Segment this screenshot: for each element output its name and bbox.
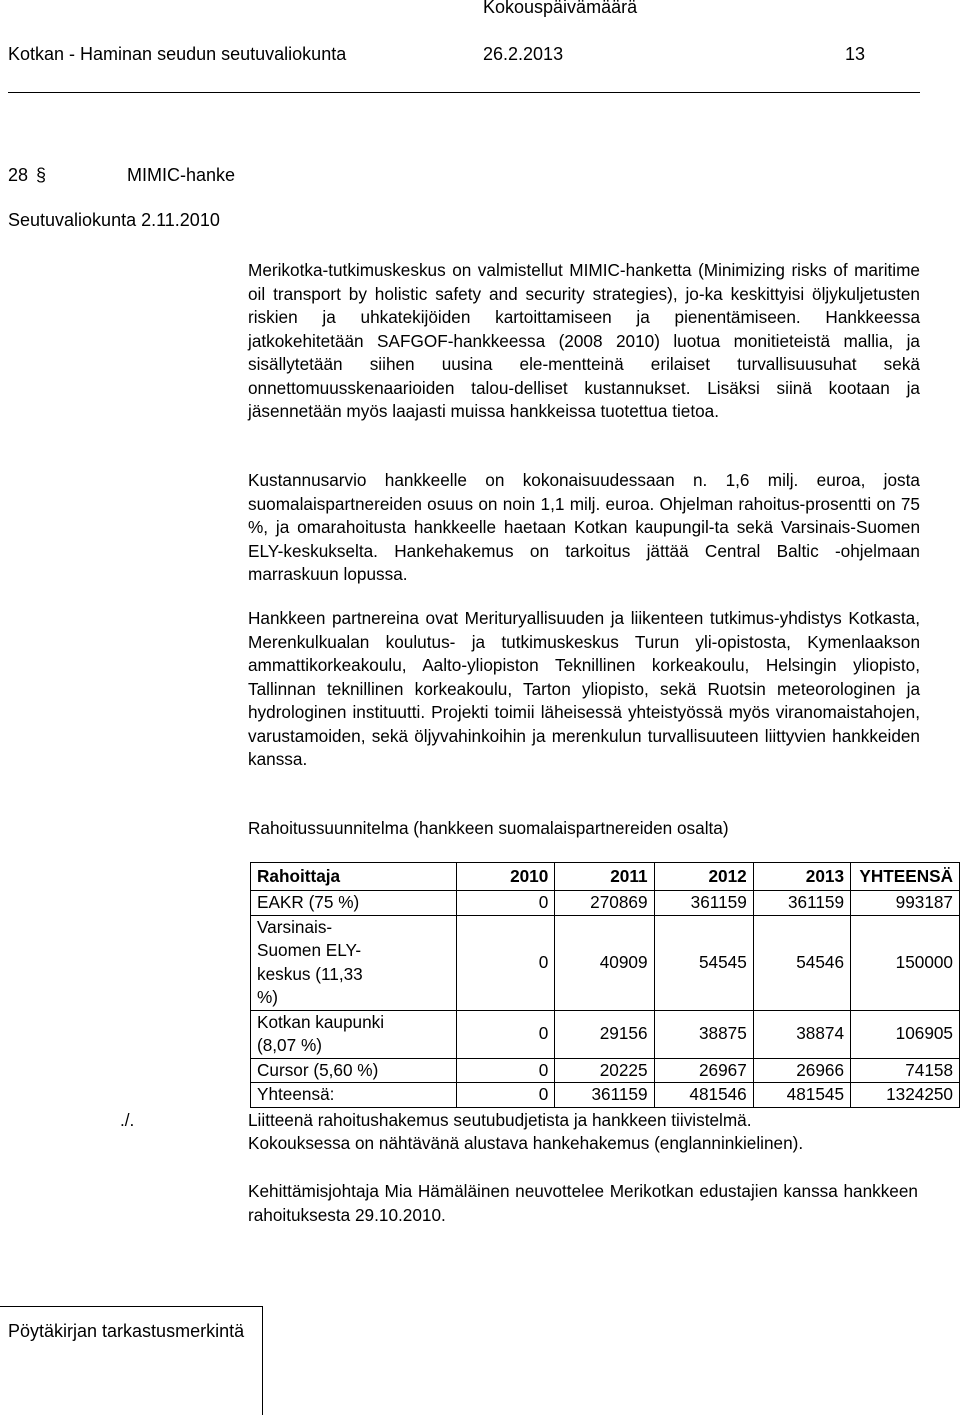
- table-row: [251, 1058, 960, 1083]
- header-page-number: 13: [845, 44, 866, 64]
- table-cell: 993187: [851, 891, 960, 916]
- table-cell-funder: EAKR (75 %): [251, 891, 457, 916]
- table-header-cell: Rahoittaja: [251, 863, 457, 891]
- table-cell: 0: [456, 891, 555, 916]
- table-cell: 361159: [555, 1083, 654, 1108]
- closing-text: Kehittämisjohtaja Mia Hämäläinen neuvottelee Merikotkan edustajien kanssa hankkeen rahoituksesta 29.10.2010.: [248, 1181, 918, 1225]
- table-caption: Rahoitussuunnitelma (hankkeen suomalaispartnereiden osalta): [248, 818, 729, 838]
- table-header-cell: 2011: [555, 863, 654, 891]
- table-cell: 361159: [654, 891, 753, 916]
- table-cell: 150000: [851, 915, 960, 1010]
- table-cell: 29156: [555, 1010, 654, 1058]
- table-cell: 0: [456, 1010, 555, 1058]
- table-cell: 481546: [654, 1083, 753, 1108]
- header-date: 26.2.2013: [483, 44, 564, 64]
- table-header-cell: 2013: [753, 863, 850, 891]
- table-cell-funder: Varsinais-Suomen ELY-keskus (11,33 %): [251, 915, 457, 1010]
- table-row: [251, 1010, 960, 1058]
- table-cell: 26966: [753, 1058, 850, 1083]
- table-cell-funder: Yhteensä:: [251, 1083, 457, 1108]
- table-header-cell: 2010: [456, 863, 555, 891]
- paragraph-partners: [248, 607, 920, 772]
- table-cell: 54546: [753, 915, 850, 1010]
- section-number: 28: [8, 165, 29, 185]
- section-title: MIMIC-hanke: [127, 165, 236, 185]
- table-row: [251, 891, 960, 916]
- table-cell: 0: [456, 915, 555, 1010]
- table-cell: 361159: [753, 891, 850, 916]
- table-cell: 0: [456, 1083, 555, 1108]
- table-cell: 74158: [851, 1058, 960, 1083]
- meeting-reference: Seutuvaliokunta 2.11.2010: [8, 210, 220, 230]
- table-cell: 38874: [753, 1010, 850, 1058]
- table-cell: 481545: [753, 1083, 850, 1108]
- table-cell: 270869: [555, 891, 654, 916]
- table-header-cell: YHTEENSÄ: [851, 863, 960, 891]
- table-cell: 54545: [654, 915, 753, 1010]
- table-cell: 26967: [654, 1058, 753, 1083]
- attachment-line-2: Kokouksessa on nähtävänä alustava hankehakemus (englanninkielinen).: [248, 1133, 804, 1153]
- header-organization: Kotkan - Haminan seudun seutuvaliokunta: [8, 44, 347, 64]
- paragraph-2-text: Kustannusarvio hankkeelle on kokonaisuudessaan n. 1,6 milj. euroa, josta suomalaispartnereiden osuus on noin 1,1 milj. euroa. Ohjelman rahoitus-prosentti on 75 %, ja omarahoitusta hankkeelle haetaan Kotkan kaupungil-ta sekä Varsinais-Suomen ELY-keskukselta. Hankehakemus on tarkoitus jättää Central Baltic -ohjelmaan marraskuun lopussa.: [248, 470, 920, 584]
- paragraph-closing: [248, 1180, 918, 1227]
- table-cell: 0: [456, 1058, 555, 1083]
- table-cell: 20225: [555, 1058, 654, 1083]
- table-header-cell: 2012: [654, 863, 753, 891]
- header-doc-type: Kokouspäivämäärä: [483, 0, 638, 17]
- paragraph-1-text: Merikotka-tutkimuskeskus on valmistellut MIMIC-hanketta (Minimizing risks of maritime oil transport by holistic safety and security strategies), jo-ka keskittyisi öljykuljetusten riskien ja uhkatekijöiden kartoittamiseen ja pienentämiseen. Hankkeessa jatkokehitetään SAFGOF-hankkeessa (2008 2010) luotua monitieteistä mallia, ja sisällytetään siihen uusina ele-mentteinä erilaiset turvallisuusuhat sekä onnettomuusskenaarioiden talou-delliset kustannukset. Lisäksi siinä kootaan ja jäsennetään myös laajasti muissa hankkeissa tuotettua tietoa.: [248, 260, 920, 421]
- attachment-line-1: Liitteenä rahoitushakemus seutubudjetista ja hankkeen tiivistelmä.: [248, 1110, 752, 1130]
- table-row: [251, 915, 960, 1010]
- table-cell: 40909: [555, 915, 654, 1010]
- table-cell: 38875: [654, 1010, 753, 1058]
- paragraph-cost-estimate: [248, 469, 920, 587]
- table-cell: 106905: [851, 1010, 960, 1058]
- financing-table: [250, 862, 960, 1108]
- paragraph-project-description: [248, 259, 920, 424]
- attachment-marker: ./.: [120, 1110, 135, 1130]
- table-cell-funder: Cursor (5,60 %): [251, 1058, 457, 1083]
- paragraph-3-text: Hankkeen partnereina ovat Merituryallisuuden ja liikenteen tutkimus-yhdistys Kotkasta, Merenkulkualan koulutus- ja tutkimuskeskus Turun yli-opistosta, Kymenlaakson ammattikorkeakoulu, Aalto-yliopiston Teknillinen korkeakoulu, Helsingin yliopisto, Tallinnan teknillinen korkeakoulu, Tarton yliopisto, sekä Ruotsin meteorologinen ja hydrologinen instituutti. Projekti toimii läheisessä yhteistyössä myös viranomaistahojen, varustamoiden, sekä öljyvahinkoihin ja merenkulun turvallisuuteen liittyvien hankkeiden kanssa.: [248, 608, 920, 769]
- table-row-total: [251, 1083, 960, 1108]
- section-symbol: §: [36, 165, 47, 185]
- header-rule: [8, 92, 920, 93]
- table-header-row: [251, 863, 960, 891]
- table-cell-funder: Kotkan kaupunki (8,07 %): [251, 1010, 457, 1058]
- table-cell: 1324250: [851, 1083, 960, 1108]
- footer-label: Pöytäkirjan tarkastusmerkintä: [8, 1321, 245, 1341]
